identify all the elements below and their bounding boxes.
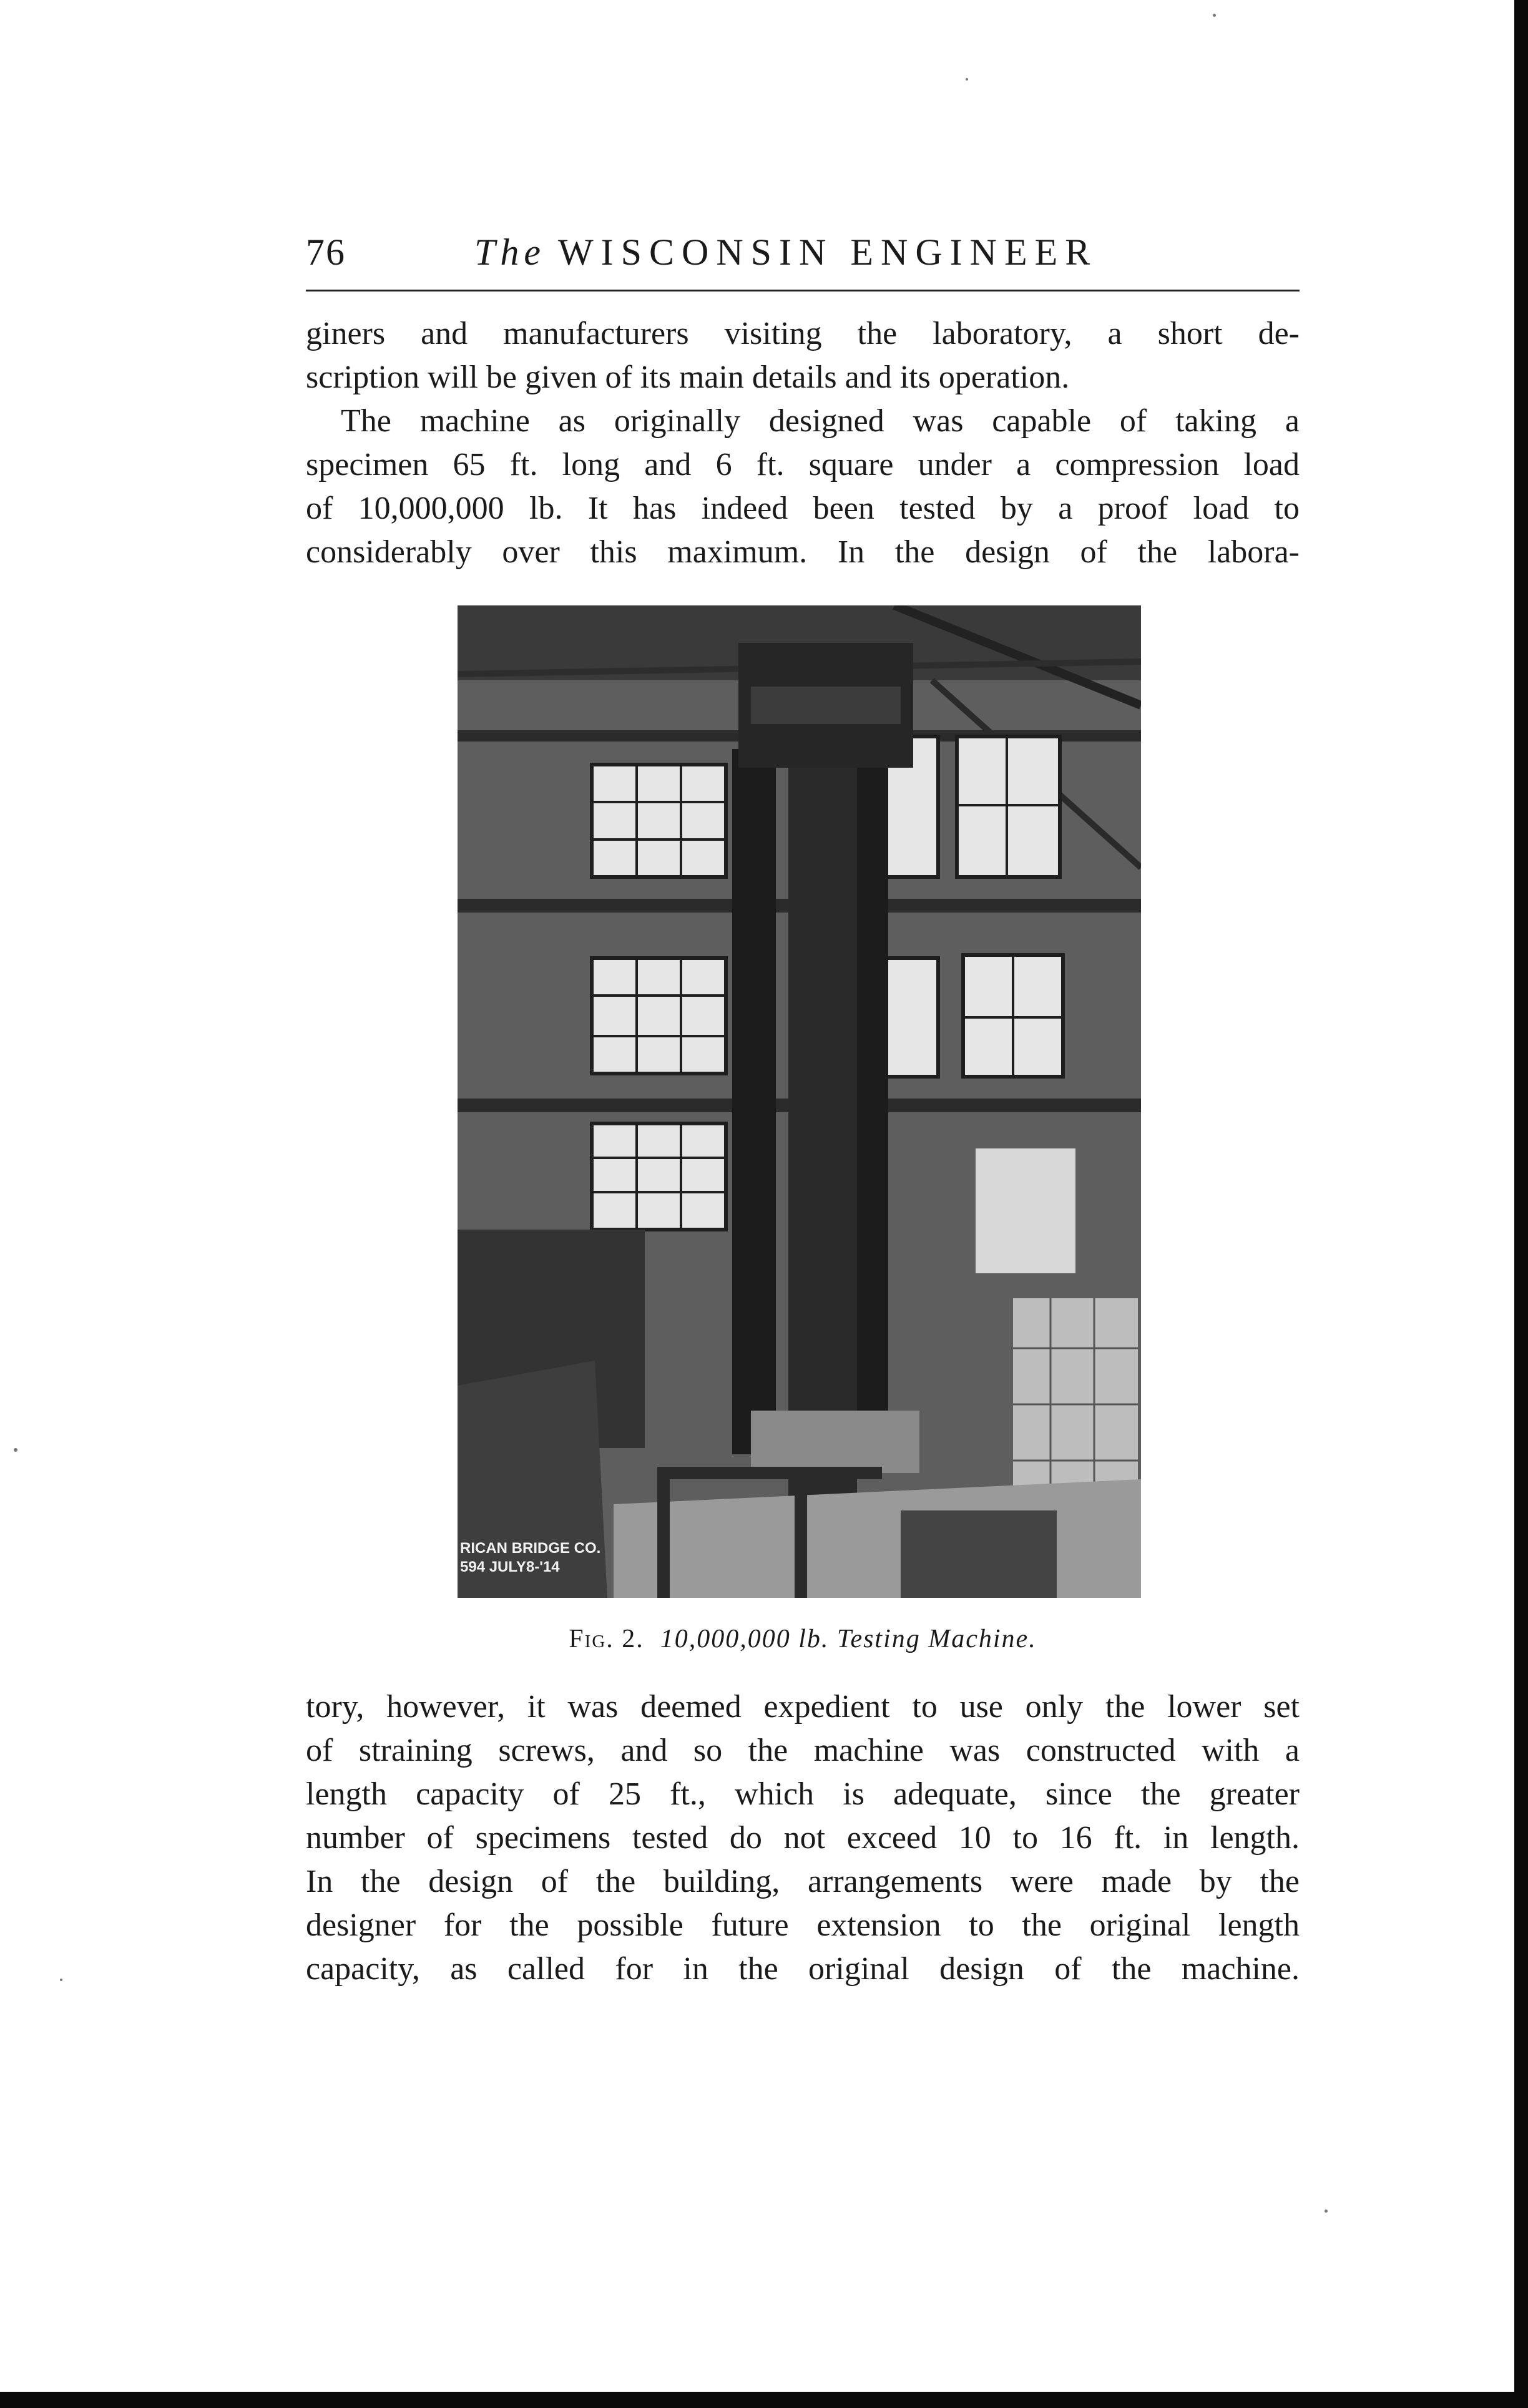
text-line: tory, however, it was deemed expedient to use only the lower set: [306, 1689, 1300, 1725]
journal-title-main: WISCONSIN ENGINEER: [558, 232, 1098, 273]
text-line: length capacity of 25 ft., which is adequate, since the greater: [306, 1776, 1300, 1812]
figure-label: Fig. 2.: [569, 1625, 644, 1653]
figure-caption-text: 10,000,000 lb. Testing Machine.: [660, 1625, 1037, 1653]
text-line: giners and manufacturers visiting the laboratory, a short de-: [306, 316, 1300, 351]
scan-speck: [1213, 14, 1216, 17]
text-line: of 10,000,000 lb. It has indeed been tested by a proof load to: [306, 491, 1300, 526]
scan-speck: [966, 78, 968, 81]
text-line: number of specimens tested do not exceed 10 to 16 ft. in length.: [306, 1820, 1300, 1856]
figure-caption: [306, 1624, 1300, 1654]
scan-speck: [1325, 2210, 1328, 2213]
text-line: specimen 65 ft. long and 6 ft. square under a compression load: [306, 447, 1300, 482]
running-header: [306, 231, 1300, 281]
paragraph-machine-description: [306, 399, 1300, 574]
text-line: of straining screws, and so the machine was constructed with a: [306, 1733, 1300, 1768]
text-line: In the design of the building, arrangements were made by the: [306, 1864, 1300, 1899]
text-line: The machine as originally designed was capable of taking a: [341, 403, 1300, 439]
scan-speck: [14, 1448, 17, 1452]
photo-stamp-line2: 594 JULY8-'14: [460, 1559, 560, 1575]
scan-speck: [60, 1979, 62, 1981]
text-line: considerably over this maximum. In the design of the labora-: [306, 534, 1300, 570]
testing-machine-photo: [458, 605, 1141, 1598]
page-number: 76: [306, 232, 346, 273]
text-line: designer for the possible future extension to the original length: [306, 1907, 1300, 1943]
text-line: capacity, as called for in the original design of the machine.: [306, 1951, 1300, 1987]
text-line: scription will be given of its main details and its operation.: [306, 360, 1070, 395]
paragraph-laboratory-design: [306, 1685, 1300, 1991]
paragraph-continuation: [306, 312, 1300, 399]
journal-title-prefix: The: [474, 232, 546, 273]
journal-title: [474, 231, 1300, 274]
photo-stamp-line1: RICAN BRIDGE CO.: [460, 1540, 601, 1557]
header-rule: [306, 290, 1300, 291]
scan-edge-bottom: [0, 2392, 1528, 2408]
scan-edge-right: [1514, 0, 1528, 2408]
